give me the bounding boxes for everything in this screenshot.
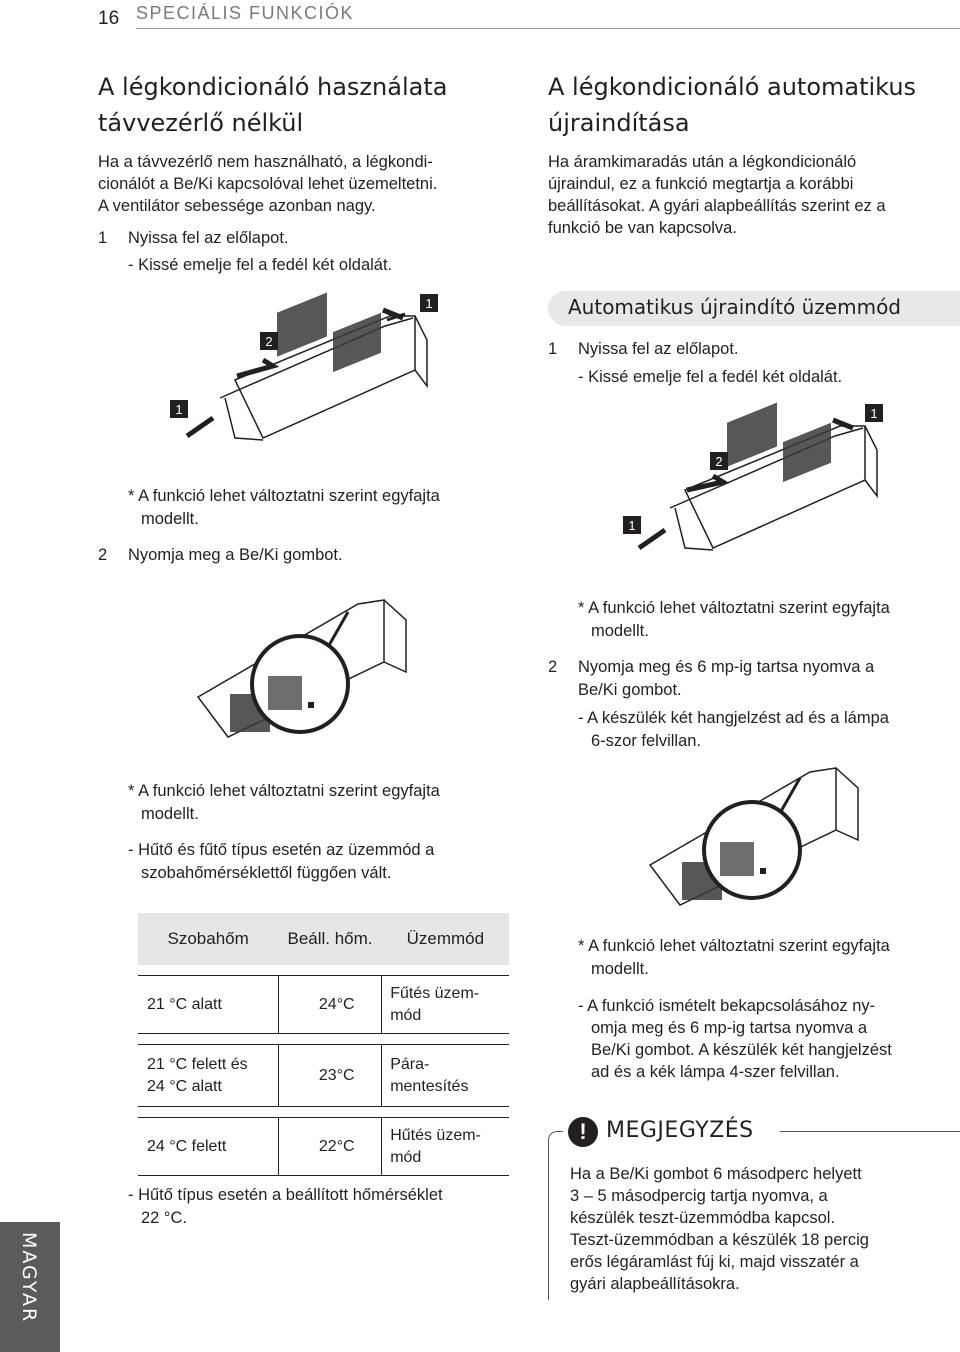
header-divider <box>136 28 960 29</box>
step-text: Nyissa fel az előlapot. <box>578 340 739 358</box>
table-header-row <box>138 913 509 965</box>
exclamation-icon: ! <box>568 1117 598 1147</box>
step-text: Nyissa fel az előlapot. <box>128 229 289 247</box>
language-tab-label: MAGYAR <box>18 1232 40 1324</box>
set-temp-cell: 22°C <box>278 1118 381 1176</box>
table-row <box>138 1045 509 1107</box>
right-note1-line2: modellt. <box>591 622 649 640</box>
right-note2-line1: * A funkció lehet változtatni szerint egyfajta <box>578 937 890 955</box>
left-intro-line: cionálót a Be/Ki kapcsolóval lehet üzemeltetni. <box>98 175 438 193</box>
note-line: Teszt-üzemmódban a készülék 18 percig <box>570 1231 869 1249</box>
note-line: 3 – 5 másodpercig tartja nyomva, a <box>570 1187 828 1205</box>
note-line: gyári alapbeállításokra. <box>570 1275 740 1293</box>
right-intro <box>548 151 886 239</box>
step-number: 2 <box>98 546 108 564</box>
badge-1-label: 1 <box>175 402 183 417</box>
note-line: erős légáramlást fúj ki, majd visszatér a <box>570 1253 859 1271</box>
note-frame <box>548 1131 563 1140</box>
left-note2-line2: modellt. <box>141 805 199 823</box>
left-cool-line1: - Hűtő típus esetén a beállított hőmérséklet <box>128 1186 443 1204</box>
step-number: 1 <box>98 229 108 247</box>
left-intro <box>98 151 437 217</box>
mode-table <box>138 913 509 1176</box>
badge-1-label: 1 <box>628 518 636 533</box>
right-repeat-line: - A funkció ismételt bekapcsolásához ny- <box>578 997 876 1015</box>
right-repeat-line: Be/Ki gombot. A készülék két hangjelzést <box>591 1041 892 1059</box>
note-line: Ha a Be/Ki gombot 6 másodperc helyett <box>570 1165 862 1183</box>
ac-open-panel-illustration <box>615 398 900 578</box>
right-intro-line: Ha áramkimaradás után a légkondicionáló <box>548 153 857 171</box>
room-temp-cell: 24 °C felett <box>138 1118 278 1176</box>
right-title-line2: újraindítása <box>548 109 690 137</box>
left-note1-line2: modellt. <box>141 510 199 528</box>
note-body <box>570 1163 869 1295</box>
right-repeat-line: omja meg és 6 mp-ig tartsa nyomva a <box>591 1019 868 1037</box>
note-frame <box>548 1140 549 1300</box>
badge-1-label: 1 <box>425 296 433 311</box>
badge-2-label: 2 <box>265 334 273 349</box>
right-note1-line1: * A funkció lehet változtatni szerint egyfajta <box>578 599 890 617</box>
section-title: SPECIÁLIS FUNKCIÓK <box>136 3 355 23</box>
mode-cell: Pára- mentesítés <box>382 1045 509 1107</box>
note-line: készülék teszt-üzemmódba kapcsol. <box>570 1209 836 1227</box>
ac-button-illustration <box>640 760 870 926</box>
left-intro-line: Ha a távvezérlő nem használható, a légkondi- <box>98 153 433 171</box>
step-text: Nyomja meg és 6 mp-ig tartsa nyomva a <box>578 658 875 676</box>
set-temp-cell: 24°C <box>278 976 381 1034</box>
table-header-cell: Üzemmód <box>382 913 509 965</box>
right-intro-line: beállításokat. A gyári alapbeállítás szerint ez a <box>548 197 886 215</box>
subheading: Automatikus újraindító üzemmód <box>568 295 901 319</box>
left-mode-line2: szobahőmérséklettől függően vált. <box>141 864 392 882</box>
step-number: 2 <box>548 658 558 676</box>
left-cool-line2: 22 °C. <box>141 1209 188 1227</box>
badge-1-label: 1 <box>870 406 878 421</box>
room-temp-cell: 21 °C alatt <box>138 976 278 1034</box>
table-header-cell: Szobahőm <box>138 913 278 965</box>
left-note1-line1: * A funkció lehet változtatni szerint egyfajta <box>128 487 440 505</box>
ac-open-panel-illustration <box>165 288 450 468</box>
left-mode-line1: - Hűtő és fűtő típus esetén az üzemmód a <box>128 841 435 859</box>
room-temp-cell: 21 °C felett és 24 °C alatt <box>138 1045 278 1107</box>
right-step1-sub: - Kissé emelje fel a fedél két oldalát. <box>578 368 843 386</box>
note-title: MEGJEGYZÉS <box>606 1118 754 1143</box>
left-intro-line: A ventilátor sebessége azonban nagy. <box>98 197 376 215</box>
left-step1-sub: - Kissé emelje fel a fedél két oldalát. <box>128 256 393 274</box>
page-number: 16 <box>98 8 120 29</box>
mode-cell: Fűtés üzem- mód <box>382 976 509 1034</box>
table-header-cell: Beáll. hőm. <box>278 913 381 965</box>
table-row <box>138 976 509 1034</box>
ac-button-illustration <box>188 592 418 758</box>
right-intro-line: funkció be van kapcsolva. <box>548 219 737 237</box>
right-intro-line: újraindul, ez a funkció megtartja a korábbi <box>548 175 854 193</box>
right-step2-sub1: - A készülék két hangjelzést ad és a lámpa <box>578 709 889 727</box>
left-note2-line1: * A funkció lehet változtatni szerint egyfajta <box>128 782 440 800</box>
right-step2-line2: Be/Ki gombot. <box>578 681 682 699</box>
right-step2-sub2: 6-szor felvillan. <box>591 732 702 750</box>
left-title-line2: távvezérlő nélkül <box>98 109 304 137</box>
language-tab <box>0 1222 60 1352</box>
right-note2-line2: modellt. <box>591 960 649 978</box>
badge-2-label: 2 <box>715 454 723 469</box>
right-repeat-line: ad és a kék lámpa 4-szer felvillan. <box>591 1063 840 1081</box>
mode-cell: Hűtés üzem- mód <box>382 1118 509 1176</box>
set-temp-cell: 23°C <box>278 1045 381 1107</box>
table-row <box>138 1118 509 1176</box>
right-repeat <box>578 995 892 1083</box>
step-number: 1 <box>548 340 558 358</box>
step-text: Nyomja meg a Be/Ki gombot. <box>128 546 343 564</box>
left-title-line1: A légkondicionáló használata <box>98 73 448 101</box>
note-divider <box>780 1131 960 1132</box>
subheading-bar <box>548 291 960 326</box>
right-title-line1: A légkondicionáló automatikus <box>548 73 917 101</box>
